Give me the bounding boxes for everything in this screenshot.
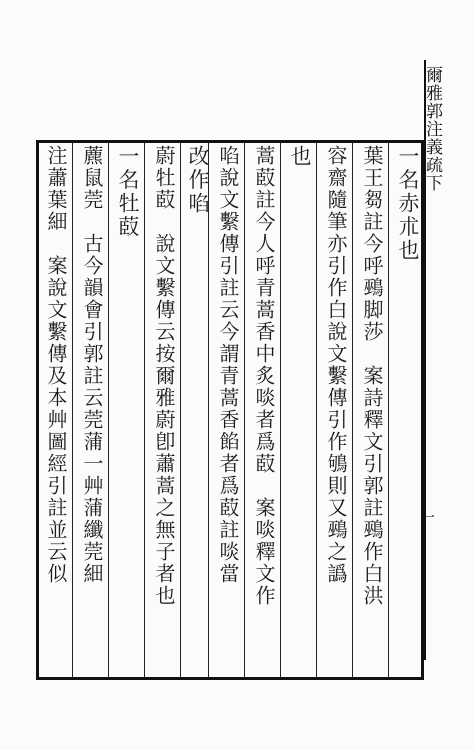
- column-rule: [108, 143, 109, 677]
- column-rule: [352, 143, 353, 677]
- text-column-4: 也: [288, 145, 312, 169]
- column-rule: [180, 143, 181, 677]
- text-column-8: 蔚牡菣 說文繫傳云按爾雅蔚卽蕭蒿之無子者也: [152, 145, 176, 607]
- text-column-2: 葉王芻註今呼鵐脚莎 案詩釋文引郭註鵐作白洪: [360, 145, 384, 607]
- text-column-9: 一名牡菣: [116, 145, 140, 239]
- column-rule: [72, 143, 73, 677]
- column-rule: [144, 143, 145, 677]
- column-rule: [316, 143, 317, 677]
- fold-page-mark: 一: [419, 510, 435, 524]
- column-rule: [388, 143, 389, 677]
- text-column-1: 一名赤朮也: [396, 145, 420, 263]
- text-column-3: 容齋隨筆亦引作白說文繫傳引作鴝則又鵐之譌: [324, 145, 348, 585]
- column-rule: [280, 143, 281, 677]
- fold-title: 爾雅郭注義疏下: [422, 66, 442, 192]
- text-column-6: 啗說文繫傳引註云今謂青蒿香餡者爲菣註啖當: [216, 145, 240, 585]
- text-column-7: 改作啗: [186, 145, 210, 216]
- text-column-10: 藨鼠莞 古今韻會引郭註云莞蒲一艸蒲纖莞細: [80, 145, 104, 585]
- text-column-11: 注蕭葉細 案說文繫傳及本艸圖經引註並云似: [44, 145, 68, 585]
- text-column-5: 蒿菣註今人呼青蒿香中炙啖者爲菣 案啖釋文作: [252, 145, 276, 607]
- column-rule: [244, 143, 245, 677]
